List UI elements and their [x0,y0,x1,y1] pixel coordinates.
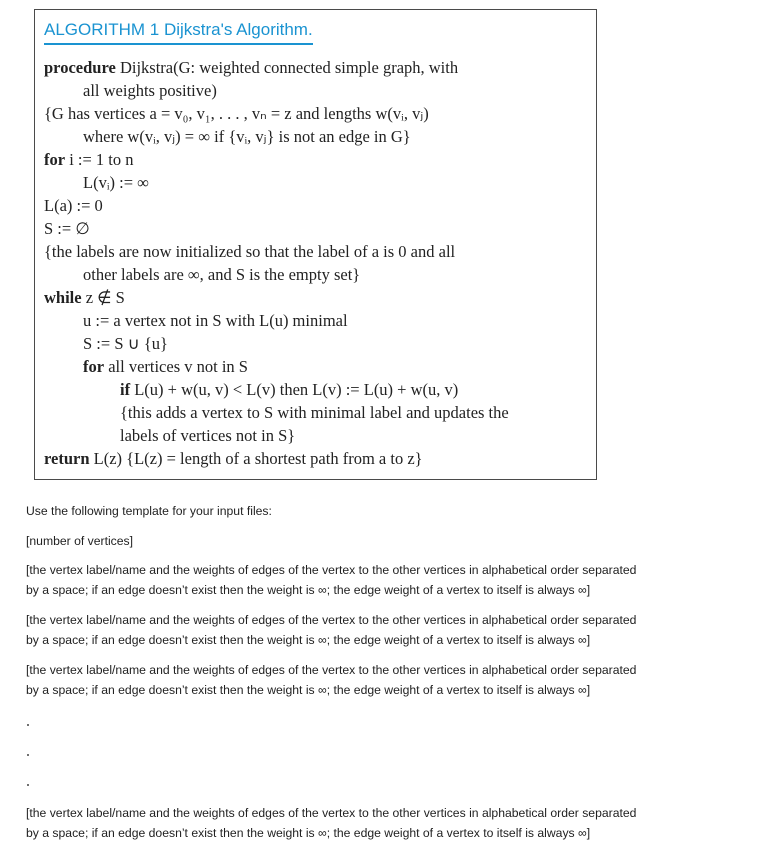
line-text: labels of vertices not in S} [120,426,296,445]
title-underline [44,43,313,45]
line-text: L(z) {L(z) = length of a shortest path from a to z} [89,449,423,468]
template-row-line: [the vertex label/name and the weights of edges of the vertex to the other vertices in alphabetical order separated [26,663,637,677]
pseudocode-line [83,127,411,147]
pseudocode-line [83,173,149,193]
line-text: L(vᵢ) := ∞ [83,173,149,192]
line-text: all weights positive) [83,81,217,100]
line-text: u := a vertex not in S with L(u) minimal [83,311,348,330]
continuation-dot [27,784,29,786]
template-row-line: [the vertex label/name and the weights of edges of the vertex to the other vertices in alphabetical order separated [26,613,637,627]
keyword: while [44,288,82,307]
line-text: Dijkstra(G: weighted connected simple graph, with [115,58,459,77]
line-text: {the labels are now initialized so that the label of a is 0 and all [44,242,456,261]
pseudocode-line [44,58,458,78]
line-text: S := S ∪ {u} [83,334,168,353]
pseudocode-line [120,380,458,400]
pseudocode-line [44,104,429,124]
pseudocode-line [83,81,217,101]
pseudocode-line [120,426,295,446]
line-text: {this adds a vertex to S with minimal label and updates the [120,403,509,422]
template-count-line: [number of vertices] [26,534,134,548]
keyword: for [83,357,105,376]
keyword: return [44,449,90,468]
pseudocode-line [44,150,134,170]
line-text: L(a) := 0 [44,196,103,215]
keyword: for [44,150,66,169]
line-text: L(u) + w(u, v) < L(v) then L(v) := L(u) + w(u, v) [130,380,459,399]
pseudocode-line [83,265,360,285]
template-row-line: [the vertex label/name and the weights of edges of the vertex to the other vertices in alphabetical order separated [26,563,637,577]
pseudocode-line [44,196,103,216]
pseudocode-line [83,311,348,331]
algorithm-title-text: ALGORITHM 1 Dijkstra's Algorithm. [44,20,313,39]
continuation-dot [27,754,29,756]
pseudocode-line [44,288,125,308]
continuation-dot [27,724,29,726]
algorithm-title [44,20,313,40]
line-text: other labels are ∞, and S is the empty set} [83,265,361,284]
template-row-line: by a space; if an edge doesn’t exist then the weight is ∞; the edge weight of a vertex to itself is always ∞] [26,826,591,840]
line-text: all vertices v not in S [104,357,248,376]
pseudocode-line [44,219,90,239]
template-row-line: [the vertex label/name and the weights of edges of the vertex to the other vertices in alphabetical order separated [26,806,637,820]
pseudocode-line [44,242,455,262]
line-text: z ∉ S [81,288,125,307]
pseudocode-line [44,449,423,469]
template-row-line: by a space; if an edge doesn’t exist then the weight is ∞; the edge weight of a vertex to itself is always ∞] [26,583,591,597]
template-intro: Use the following template for your input files: [26,504,272,518]
template-row-line: by a space; if an edge doesn’t exist then the weight is ∞; the edge weight of a vertex to itself is always ∞] [26,633,591,647]
keyword: procedure [44,58,116,77]
pseudocode-line [83,357,248,377]
line-text: S := ∅ [44,219,90,238]
pseudocode-line [120,403,509,423]
template-row-line: by a space; if an edge doesn’t exist then the weight is ∞; the edge weight of a vertex to itself is always ∞] [26,683,591,697]
keyword: if [120,380,131,399]
algorithm-box [34,9,597,480]
line-text: where w(vᵢ, vⱼ) = ∞ if {vᵢ, vⱼ} is not an edge in G} [83,127,411,146]
line-text: {G has vertices a = v₀, v₁, . . . , vₙ = z and lengths w(vᵢ, vⱼ) [44,104,429,123]
pseudocode-line [83,334,168,354]
line-text: i := 1 to n [65,150,134,169]
